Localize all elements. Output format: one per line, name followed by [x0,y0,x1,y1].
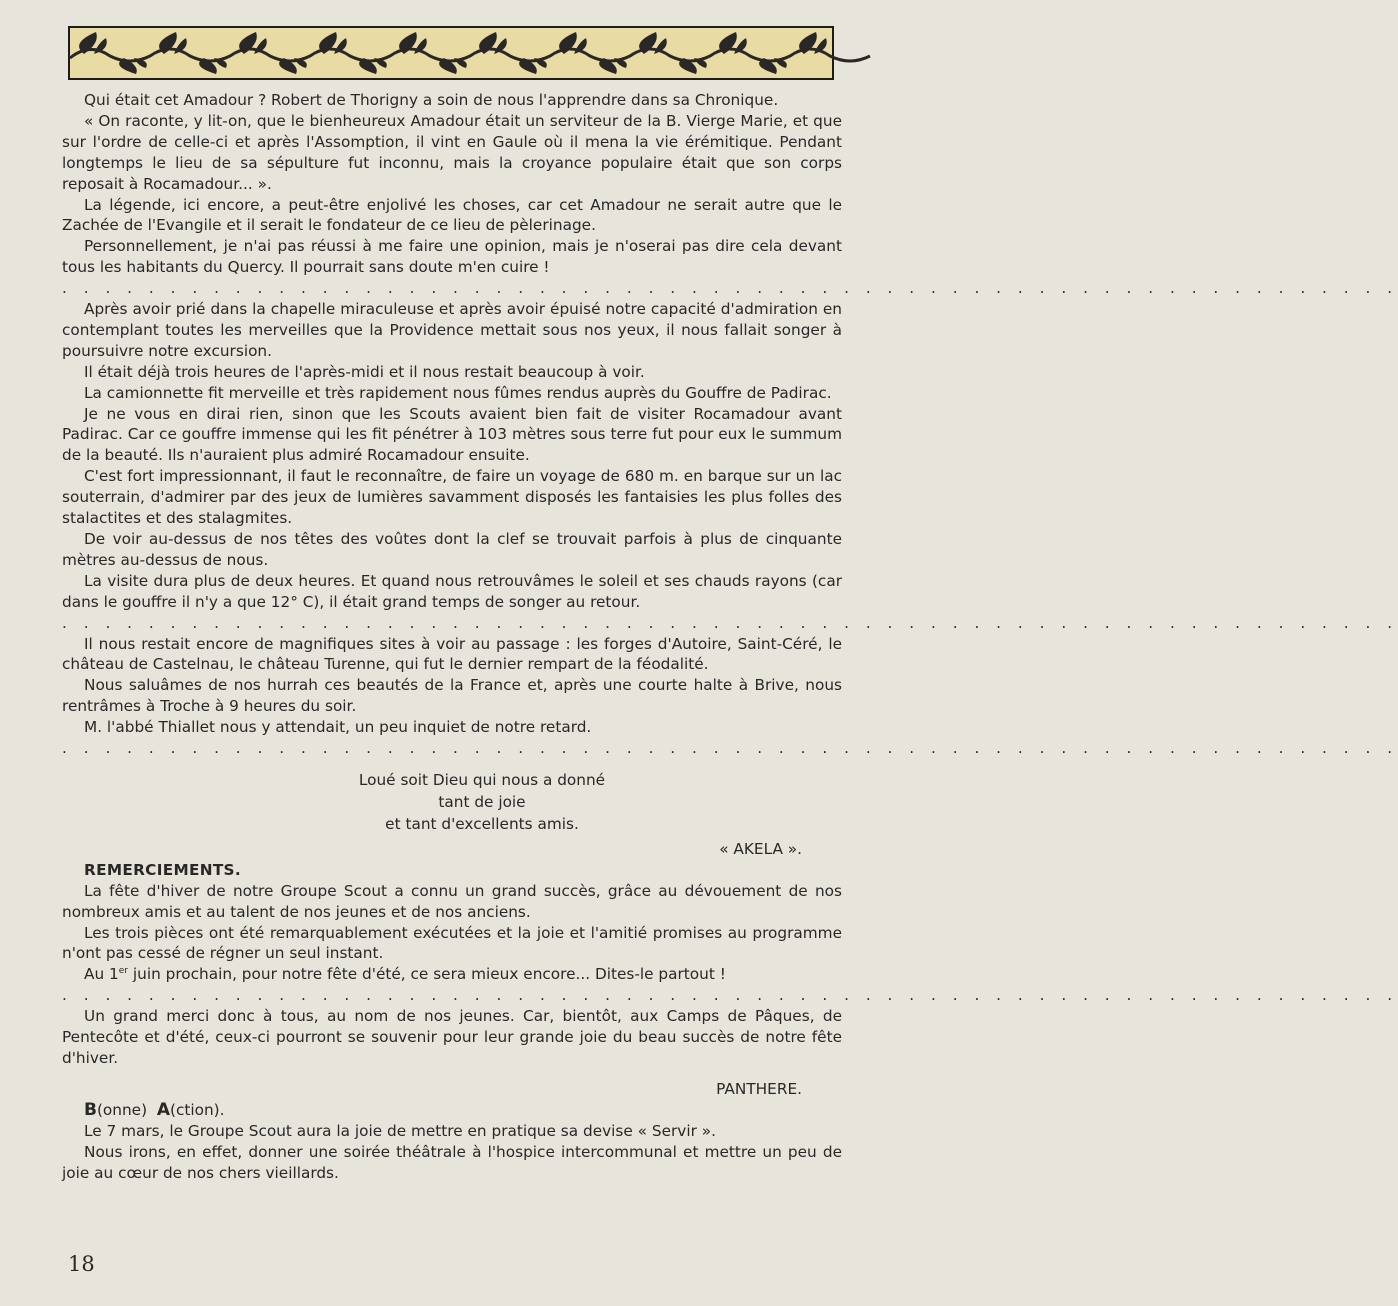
paragraph: Nous irons, en effet, donner une soirée théâtrale à l'hospice intercommunal et mettre un peu de joie au cœur de nos chers vieillards. [62,1142,842,1182]
action-initial: A [156,1099,170,1120]
action-rest: (ction). [169,1100,225,1119]
dot-separator: . . . . . . . . . . . . . . . . . . . . . . . . . . . . . . . . . . . . . . . . . . . . . . . . . . . . . . . . . . . . . . [62,739,1398,758]
juin-superscript: er [118,966,129,977]
signature-akela: « AKELA ». [719,839,802,858]
section-remerciements [62,881,842,965]
bonne-rest: (onne) [96,1100,148,1119]
paragraph: Je ne vous en dirai rien, sinon que les Scouts avaient bien fait de visiter Rocamadour avant Padirac. Car ce gouffre immense qui les fit pénétrer à 103 mètres sous terre fut pour eux le summum de la beauté. Ils n'auraient plus admiré Rocamadour ensuite. [62,404,842,465]
signature-panthere: PANTHERE. [716,1079,802,1098]
paragraph: Un grand merci donc à tous, au nom de nos jeunes. Car, bientôt, aux Camps de Pâques, de Pentecôte et d'été, ceux-ci pourront se souvenir pour leur grande joie du beau succès de notre fête d'hiver. [62,1007,842,1067]
page-number: 18 [68,1252,95,1276]
paragraph: Il était déjà trois heures de l'après-midi et il nous restait beaucoup à voir. [84,362,645,381]
dot-separator: . . . . . . . . . . . . . . . . . . . . . . . . . . . . . . . . . . . . . . . . . . . . . . . . . . . . . . . . . . . . . . [62,986,1398,1005]
paragraph: Personnellement, je n'ai pas réussi à me faire une opinion, mais je n'oserai pas dire cela devant tous les habitants du Quercy. Il pourrait sans doute m'en cuire ! [62,237,842,277]
leaf-ornament-icon [70,28,832,78]
paragraph: La légende, ici encore, a peut-être enjolivé les choses, car cet Amadour ne serait autre que le Zachée de l'Evangile et il serait le fondateur de ce lieu de pèlerinage. [62,195,842,235]
juin-rest: juin prochain, pour notre fête d'été, ce sera mieux encore... Dites-le partout ! [128,965,726,984]
paragraph: Nous saluâmes de nos hurrah ces beautés de la France et, après une courte halte à Brive, nous rentrâmes à Troche à 9 heures du soir. [62,676,842,716]
paragraph: « On raconte, y lit-on, que le bienheureux Amadour était un serviteur de la B. Vierge Marie, et que sur l'ordre de celle-ci et après l'Assomption, il vint en Gaule où il mena la vie érémitique. Pendant longtemps le lieu de sa sépulture fut inconnu, mais la croyance populaire était que son corps reposait à Rocamadour... ». [62,111,842,193]
paragraph: Les trois pièces ont été remarquablement exécutées et la joie et l'amitié promises au programme n'ont pas cessé de régner un seul instant. [62,923,842,963]
poem-line: Loué soit Dieu qui nous a donné [358,770,606,789]
paragraph: De voir au-dessus de nos têtes des voûtes dont la clef se trouvait parfois à plus de cinquante mètres au-dessus de nous. [62,530,842,569]
paragraph: C'est fort impressionnant, il faut le reconnaître, de faire un voyage de 680 m. en barque sur un lac souterrain, d'admirer par des jeux de lumières savamment disposés les fantaisies les plus folles des stalactites et des stalagmites. [62,467,842,528]
section-padirac [62,299,842,613]
bonne-initial: B [84,1099,97,1120]
article-body [62,90,1398,1183]
heading-bonne-action [62,1100,842,1121]
juin-prefix: Au 1 [84,965,119,984]
poem-line: et tant d'excellents amis. [385,814,579,833]
section-amadour [62,90,842,278]
paragraph: M. l'abbé Thiallet nous y attendait, un peu inquiet de notre retard. [84,718,592,737]
section-retour [62,634,842,739]
poem-line: tant de joie [438,792,526,811]
poem [122,769,842,835]
paragraph-juin [62,964,842,985]
paragraph: Le 7 mars, le Groupe Scout aura la joie de mettre en pratique sa devise « Servir ». [84,1121,716,1140]
dot-separator: . . . . . . . . . . . . . . . . . . . . . . . . . . . . . . . . . . . . . . . . . . . . . . . . . . . . . . . . . . . . . . [62,613,1398,632]
decorative-banner [68,26,834,80]
paragraph: Après avoir prié dans la chapelle miraculeuse et après avoir épuisé notre capacité d'admiration en contemplant toutes les merveilles que la Providence mettait sous nos yeux, il nous fallait songer à poursuivre notre excursion. [62,300,842,360]
paragraph: La visite dura plus de deux heures. Et quand nous retrouvâmes le soleil et ses chauds rayons (car dans le gouffre il n'y a que 12° C), il était grand temps de songer au retour. [62,571,842,611]
section-merci [62,1006,842,1069]
paragraph: La camionnette fit merveille et très rapidement nous fûmes rendus auprès du Gouffre de Padirac. [84,383,832,402]
paragraph: La fête d'hiver de notre Groupe Scout a connu un grand succès, grâce au dévouement de nos nombreux amis et au talent de nos jeunes et de nos anciens. [62,881,842,921]
paragraph: Il nous restait encore de magnifiques sites à voir au passage : les forges d'Autoire, Saint-Céré, le château de Castelnau, le château Turenne, qui fut le dernier rempart de la féodalité. [62,634,842,674]
dot-separator: . . . . . . . . . . . . . . . . . . . . . . . . . . . . . . . . . . . . . . . . . . . . . . . . . . . . . . . . . . . . . . [62,279,1398,298]
section-bonne-action [62,1121,842,1184]
paragraph: Qui était cet Amadour ? Robert de Thorigny a soin de nous l'apprendre dans sa Chronique. [84,91,779,109]
heading-remerciements: REMERCIEMENTS. [84,860,241,879]
